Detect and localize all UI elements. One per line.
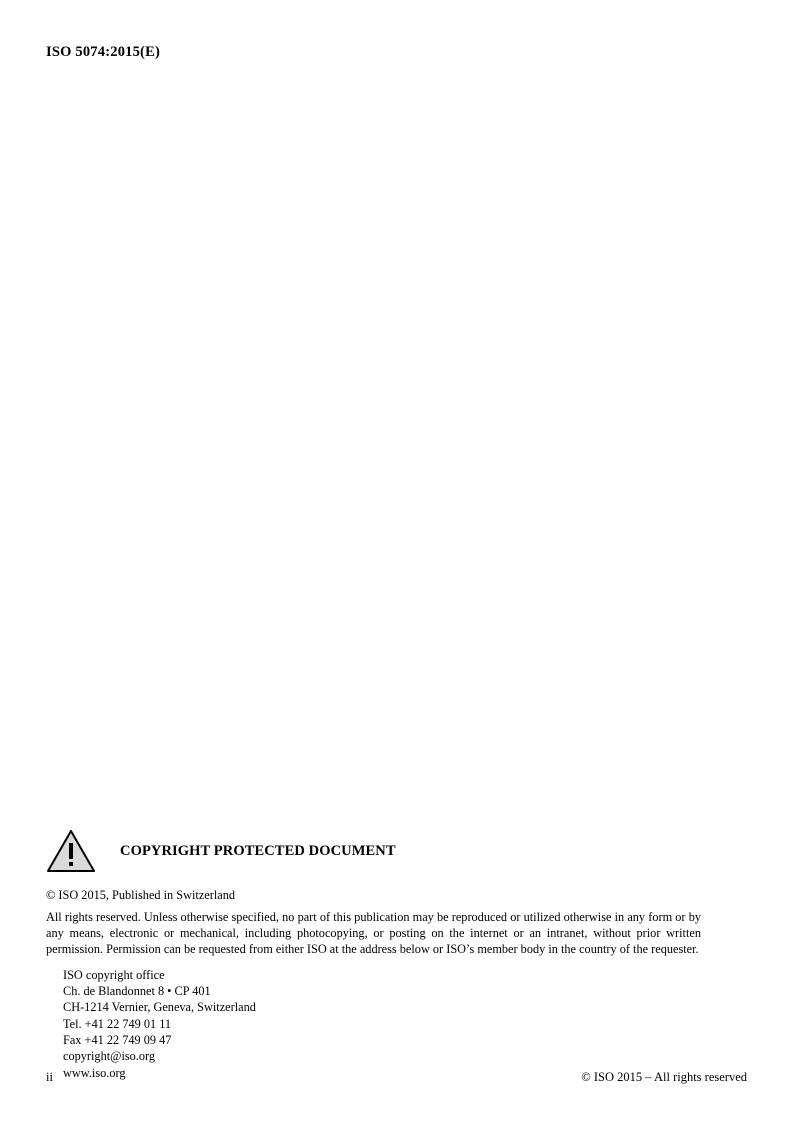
copyright-title-row	[46, 828, 701, 874]
address-line: ISO copyright office	[63, 967, 165, 982]
legal-paragraph: All rights reserved. Unless otherwise specified, no part of this publication may be reproduced or utilized otherwise in any form or by any means, electronic or mechanical, including photocopying, or posting on the internet or an intranet, without prior written permission. Permission can be requested from either ISO at the address below or ISO’s member body in the country of the requester.	[46, 910, 701, 956]
address-line-email: copyright@iso.org	[63, 1049, 156, 1064]
page-header: ISO 5074:2015(E)	[46, 44, 160, 60]
copyright-notice-block	[46, 828, 701, 1081]
page-number: ii	[46, 1070, 53, 1084]
copyright-title: COPYRIGHT PROTECTED DOCUMENT	[120, 842, 396, 859]
footer-rights-text: © ISO 2015 – All rights reserved	[581, 1070, 747, 1084]
address-line: Fax +41 22 749 09 47	[63, 1032, 172, 1047]
warning-triangle-icon	[46, 829, 96, 873]
copyright-line: © ISO 2015, Published in Switzerland	[46, 888, 236, 902]
address-line: Tel. +41 22 749 01 11	[63, 1016, 172, 1031]
page-footer	[46, 1070, 747, 1090]
address-line: CH-1214 Vernier, Geneva, Switzerland	[63, 1000, 256, 1015]
address-line-website: www.iso.org	[63, 1065, 126, 1080]
iso-copyright-office-address	[63, 967, 701, 1081]
address-line: Ch. de Blandonnet 8 • CP 401	[63, 983, 211, 998]
